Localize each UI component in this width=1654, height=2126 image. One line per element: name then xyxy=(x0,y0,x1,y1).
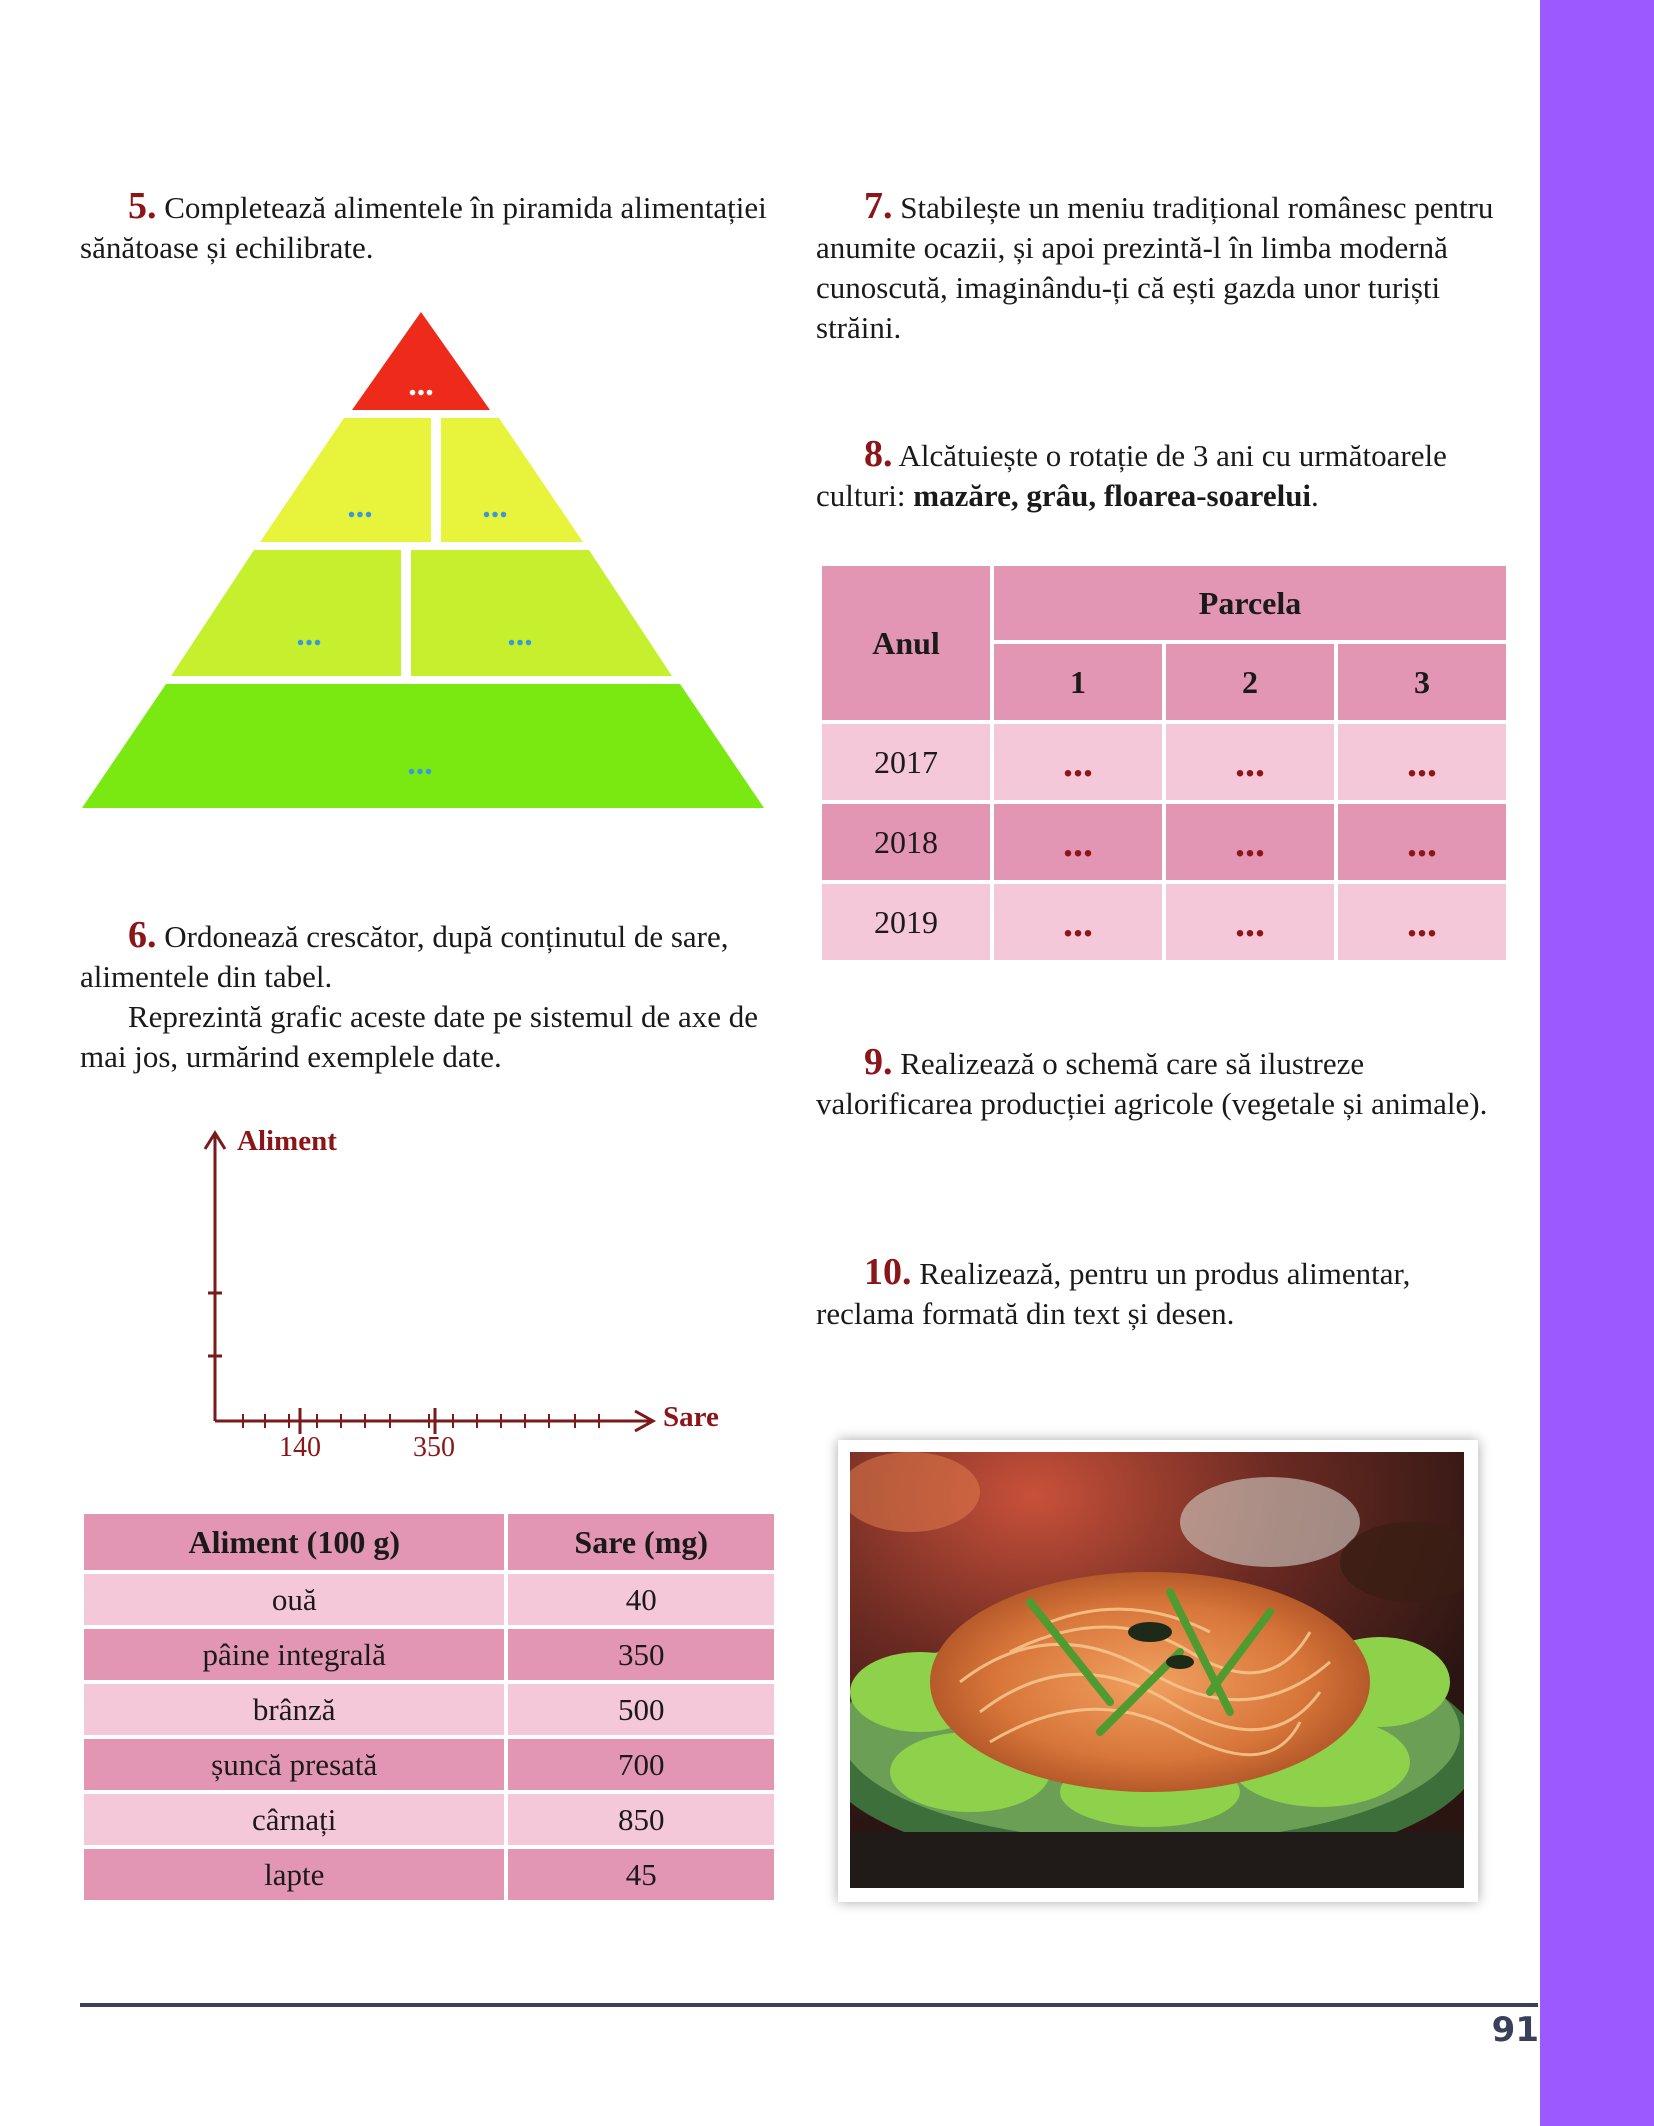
rotation-header-parcel: Parcela xyxy=(994,566,1506,640)
rotation-cell: ... xyxy=(994,804,1162,880)
exercise-5-number: 5. xyxy=(128,185,157,227)
exercise-8-period: . xyxy=(1311,478,1319,513)
y-axis-label: Aliment xyxy=(237,1125,337,1157)
exercise-6-text-2: Reprezintă grafic aceste date pe sistemul de axe de mai jos, urmărind exemplele date. xyxy=(80,999,759,1074)
table-row xyxy=(84,1574,774,1625)
x-tick-label-140: 140 xyxy=(279,1432,321,1463)
exercise-7-text: Stabilește un meniu tradițional românesc pentru anumite ocazii, și apoi prezintă-l în limba modernă cunoscută, imaginându-ți că ești gazda unor turiști străini. xyxy=(816,190,1494,345)
table-row xyxy=(84,1629,774,1680)
footer-rule xyxy=(80,2003,1538,2007)
salt-cell-value: 700 xyxy=(508,1739,774,1790)
pyramid-dot-base: ... xyxy=(407,745,433,782)
salt-cell-food: brânză xyxy=(84,1684,504,1735)
exercise-5-text: Completează alimentele în piramida alimentației sănătoase și echilibrate. xyxy=(80,190,767,265)
exercise-7-number: 7. xyxy=(864,185,893,227)
rotation-cell: ... xyxy=(994,724,1162,800)
exercise-6 xyxy=(80,915,780,1077)
rotation-cell: ... xyxy=(1338,724,1506,800)
exercise-8 xyxy=(816,434,1506,516)
exercise-7 xyxy=(816,186,1506,348)
salt-axes-graphic xyxy=(195,1125,735,1465)
rotation-cell: ... xyxy=(1166,804,1334,880)
table-row xyxy=(84,1739,774,1790)
salt-cell-food: ouă xyxy=(84,1574,504,1625)
salt-header-aliment: Aliment (100 g) xyxy=(84,1514,504,1570)
salt-cell-food: cârnați xyxy=(84,1794,504,1845)
rotation-table xyxy=(818,562,1510,964)
salt-cell-value: 45 xyxy=(508,1849,774,1900)
exercise-8-number: 8. xyxy=(864,433,893,475)
rotation-year: 2017 xyxy=(822,724,990,800)
food-pyramid xyxy=(80,310,768,810)
salt-table xyxy=(80,1510,778,1904)
rotation-cell: ... xyxy=(994,884,1162,960)
rotation-year: 2018 xyxy=(822,804,990,880)
rotation-cell: ... xyxy=(1338,804,1506,880)
salt-cell-value: 850 xyxy=(508,1794,774,1845)
rotation-year: 2019 xyxy=(822,884,990,960)
rotation-parcel-2: 2 xyxy=(1166,644,1334,720)
pyramid-dot-upper-right: ... xyxy=(482,488,508,525)
salt-cell-value: 350 xyxy=(508,1629,774,1680)
pyramid-dot-top: ... xyxy=(408,366,434,403)
rotation-cell: ... xyxy=(1166,884,1334,960)
pyramid-middle-left xyxy=(171,550,401,676)
salt-cell-food: pâine integrală xyxy=(84,1629,504,1680)
page-number: 91 xyxy=(1491,2010,1539,2050)
noodle-salad-photo xyxy=(850,1452,1464,1888)
rotation-parcel-3: 3 xyxy=(1338,644,1506,720)
exercise-9 xyxy=(816,1042,1506,1124)
exercise-10 xyxy=(816,1252,1506,1334)
exercise-10-number: 10. xyxy=(864,1251,912,1293)
exercise-5 xyxy=(80,186,780,268)
salt-header-sare: Sare (mg) xyxy=(508,1514,774,1570)
rotation-cell: ... xyxy=(1338,884,1506,960)
rotation-header-year: Anul xyxy=(822,566,990,720)
exercise-6-text-1: Ordonează crescător, după conținutul de sare, alimentele din tabel. xyxy=(80,919,729,994)
pyramid-dot-middle-right: ... xyxy=(507,616,533,653)
table-row xyxy=(84,1849,774,1900)
exercise-10-text: Realizează, pentru un produs alimentar, reclama formată din text și desen. xyxy=(816,1256,1411,1331)
exercise-6-number: 6. xyxy=(128,914,157,956)
salt-table-header xyxy=(84,1514,774,1570)
x-axis-label: Sare xyxy=(663,1401,719,1433)
salt-cell-food: lapte xyxy=(84,1849,504,1900)
table-row xyxy=(822,804,1506,880)
rotation-cell: ... xyxy=(1166,724,1334,800)
food-photo-frame xyxy=(838,1440,1478,1902)
exercise-8-text: Alcătuiește o rotație de 3 ani cu următoarele culturi: xyxy=(816,438,1447,513)
noodle-salad-image xyxy=(850,1452,1464,1888)
pyramid-dot-middle-left: ... xyxy=(296,616,322,653)
exercise-9-text: Realizează o schemă care să ilustreze valorificarea producției agricole (vegetale și animale). xyxy=(816,1046,1488,1121)
salt-axes xyxy=(195,1125,735,1465)
exercise-8-crops: mazăre, grâu, floarea-soarelui xyxy=(913,478,1312,513)
table-row xyxy=(84,1684,774,1735)
table-row xyxy=(822,884,1506,960)
salt-cell-food: șuncă presată xyxy=(84,1739,504,1790)
page-side-band xyxy=(1540,0,1654,2126)
table-row xyxy=(84,1794,774,1845)
exercise-9-number: 9. xyxy=(864,1041,893,1083)
pyramid-dot-upper-left: ... xyxy=(347,488,373,525)
pyramid-middle-right xyxy=(411,550,672,676)
salt-cell-value: 500 xyxy=(508,1684,774,1735)
rotation-parcel-1: 1 xyxy=(994,644,1162,720)
table-row xyxy=(822,724,1506,800)
salt-cell-value: 40 xyxy=(508,1574,774,1625)
x-tick-label-350: 350 xyxy=(413,1432,455,1463)
